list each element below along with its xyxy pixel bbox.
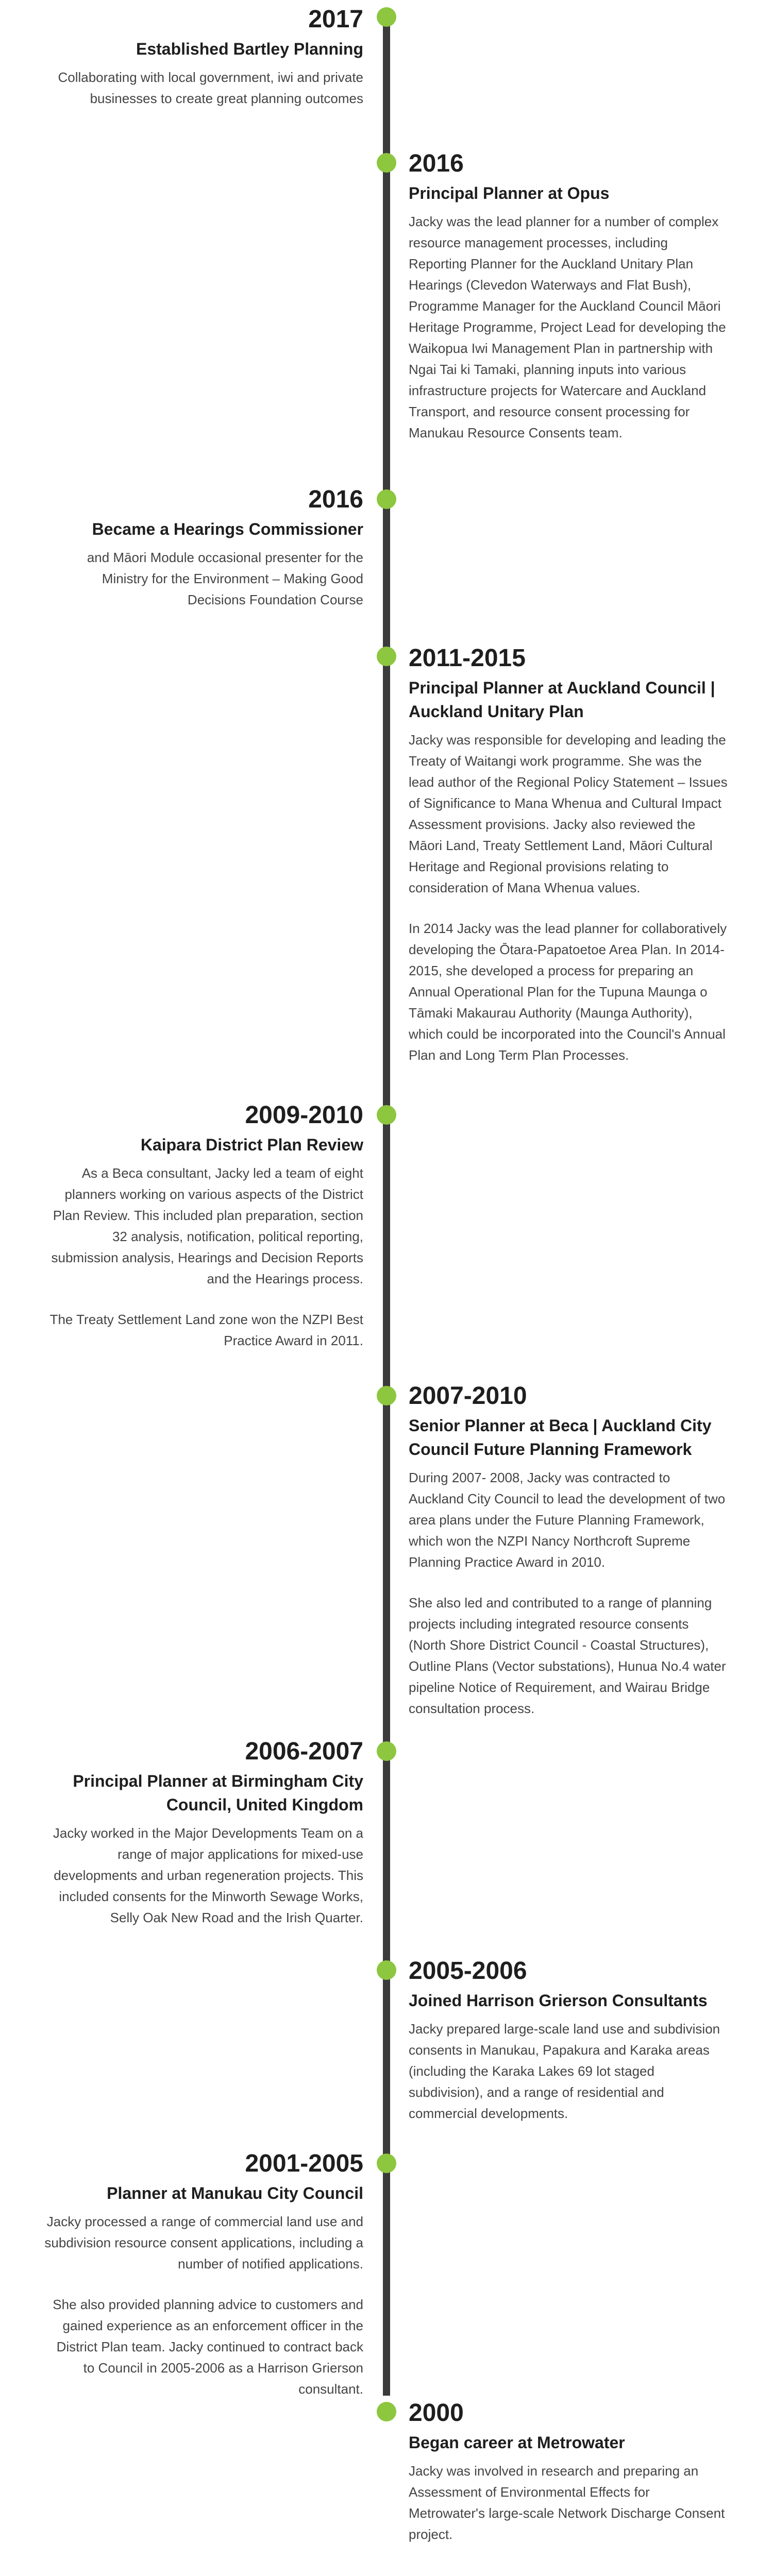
timeline-dot [377,1105,396,1125]
entry-role: Established Bartley Planning [136,40,363,58]
entry-description: Jacky was involved in research and preparing an Assessment of Environmental Effects for Metrowater's large-scale Network Discharge Consent project. [409,2463,725,2542]
timeline-dot [377,1741,396,1761]
entry-description: and Māori Module occasional presenter for the Ministry for the Environment – Making Good Decisions Foundation Course [87,550,363,607]
entry-role: Principal Planner at Opus [409,184,610,202]
entry-description: The Treaty Settlement Land zone won the NZPI Best Practice Award in 2011. [49,1312,363,1348]
entry-year: 2007-2010 [409,1382,527,1410]
timeline-entry-2016-opus [409,149,728,444]
entry-role: Principal Planner at Birmingham City Council, United Kingdom [73,1772,363,1814]
entry-description: She also provided planning advice to customers and gained experience as an enforcement officer in the District Plan team. Jacky continued to contract back to Council in 2005-2006 as a Harrison Grierson consultant. [53,2297,363,2397]
timeline-dot [377,1960,396,1980]
timeline-spine [383,15,390,2396]
timeline-entry-2007-2010 [409,1382,728,1719]
timeline-entry-2006-2007 [44,1737,363,1928]
entry-year: 2016 [409,150,464,177]
entry-year: 2006-2007 [245,1738,363,1765]
timeline-dot [377,1386,396,1405]
entry-description: Jacky was the lead planner for a number of complex resource management processes, including Reporting Planner for the Auckland Unitary Plan Hearings (Clevedon Waterways and Flat Bush), Programme Manager for the Auckland Council Māori Heritage Programme, Project Lead for developing the Waikopua Iwi Management Plan in partnership with Ngai Tai ki Tamaki, planning inputs into various infrastructure projects for Watercare and Auckland Transport, and resource consent processing for Manukau Resource Consents team. [409,214,726,440]
timeline-dot [377,2402,396,2421]
entry-year: 2001-2005 [245,2150,363,2177]
entry-role: Began career at Metrowater [409,2433,625,2452]
entry-description: Jacky was responsible for developing and leading the Treaty of Waitangi work programme. She was the lead author of the Regional Policy Statement – Issues of Significance to Mana Whenua and Cultural Impact Assessment provisions. Jacky also reviewed the Māori Land, Treaty Settlement Land, Māori Cultural Heritage and Regional provisions relating to consideration of Mana Whenua values. [409,732,728,895]
entry-description: Jacky prepared large-scale land use and subdivision consents in Manukau, Papakura and Karaka areas (including the Karaka Lakes 69 lot staged subdivision), and a range of residential and commercial developments. [409,2021,720,2121]
entry-role: Planner at Manukau City Council [107,2184,363,2202]
entry-role: Joined Harrison Grierson Consultants [409,1991,708,2010]
entry-year: 2017 [308,6,363,33]
timeline-entry-2000 [409,2399,728,2545]
entry-year: 2005-2006 [409,1957,527,1985]
timeline-entry-2017 [44,5,363,109]
timeline-dot [377,2154,396,2173]
entry-description: As a Beca consultant, Jacky led a team of eight planners working on various aspects of the District Plan Review. This included plan preparation, section 32 analysis, notification, political reporting, submission analysis, Hearings and Decision Reports and the Hearings process. [51,1165,363,1286]
entry-description: Jacky worked in the Major Developments Team on a range of major applications for mixed-use developments and urban regeneration projects. This included consents for the Minworth Sewage Works, Selly Oak New Road and the Irish Quarter. [53,1825,363,1925]
timeline-entry-2005-2006 [409,1957,728,2124]
entry-description: Jacky processed a range of commercial land use and subdivision resource consent applications, including a number of notified applications. [44,2214,363,2272]
timeline-entry-2001-2005 [44,2149,363,2400]
entry-role: Principal Planner at Auckland Council | Auckland Unitary Plan [409,679,715,721]
entry-description: During 2007- 2008, Jacky was contracted to Auckland City Council to lead the development of two area plans under the Future Planning Framework, which won the NZPI Nancy Northcroft Supreme Planning Practice Award in 2010. [409,1470,726,1570]
entry-role: Senior Planner at Beca | Auckland City Council Future Planning Framework [409,1416,712,1459]
entry-role: Kaipara District Plan Review [140,1136,363,1154]
entry-role: Became a Hearings Commissioner [92,520,363,538]
timeline-entry-2016-hearings [44,485,363,611]
entry-year: 2009-2010 [245,1101,363,1129]
entry-year: 2000 [409,2399,464,2427]
timeline-dot [377,153,396,173]
entry-description: In 2014 Jacky was the lead planner for collaboratively developing the Ōtara-Papatoetoe Area Plan. In 2014-2015, she developed a process for preparing an Annual Operational Plan for the Tupuna Maunga o Tāmaki Makaurau Authority (Maunga Authority), which could be incorporated into the Council's Annual Plan and Long Term Plan Processes. [409,921,727,1063]
entry-year: 2016 [308,486,363,513]
timeline-dot [377,489,396,509]
entry-description: She also led and contributed to a range of planning projects including integrated resource consents (North Shore District Council - Coastal Structures), Outline Plans (Vector substations), Hunua No.4 water pipeline Notice of Requirement, and Wairau Bridge consultation process. [409,1595,726,1716]
timeline-entry-2009-2010 [44,1101,363,1351]
entry-description: Collaborating with local government, iwi and private businesses to create great planning outcomes [58,70,363,106]
entry-year: 2011-2015 [409,645,526,672]
timeline-entry-2011-2015 [409,644,728,1066]
timeline-dot [377,647,396,666]
timeline-dot [377,7,396,27]
